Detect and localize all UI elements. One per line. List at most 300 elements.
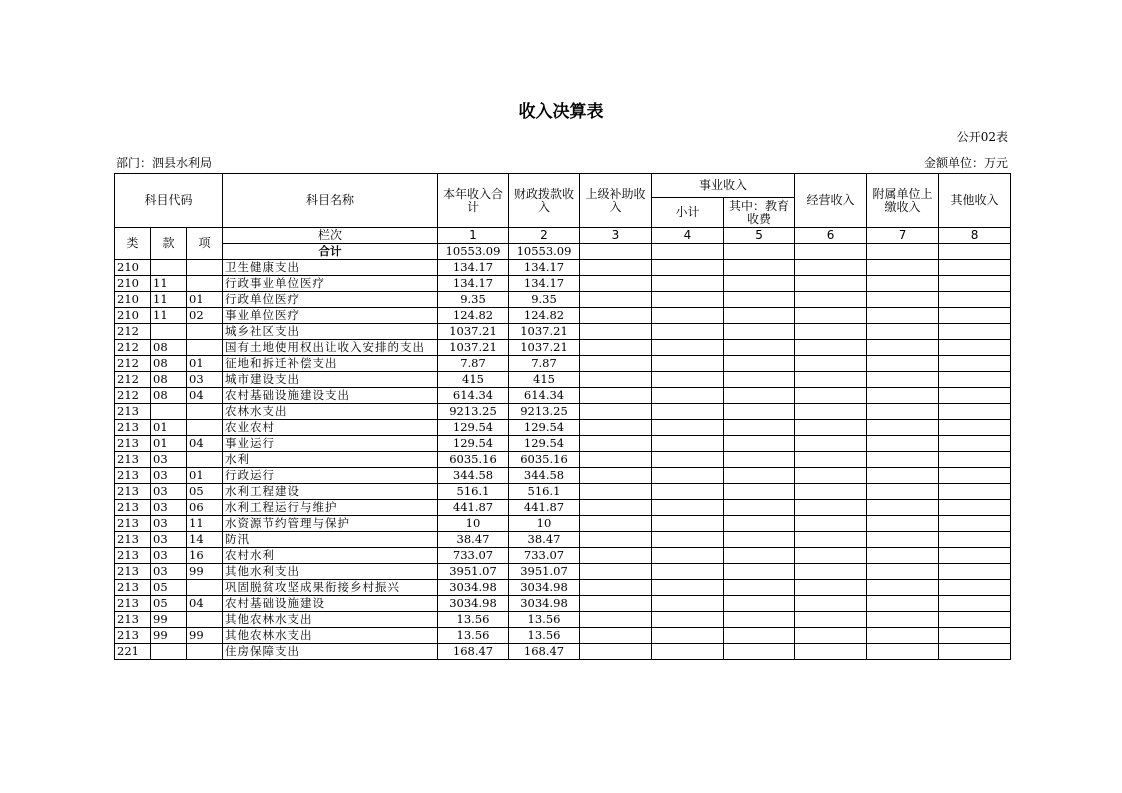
cell-empty <box>939 324 1011 340</box>
cell-fiscal-appropriation: 441.87 <box>509 500 580 516</box>
header-subject-code: 科目代码 <box>115 174 223 228</box>
cell-empty <box>580 500 652 516</box>
cell-empty <box>724 644 795 660</box>
cell-empty <box>724 580 795 596</box>
cell-xiang: 99 <box>187 628 223 644</box>
table-row <box>115 612 1011 628</box>
cell-subject-name: 水利工程运行与维护 <box>223 500 438 516</box>
table-row <box>115 548 1011 564</box>
cell-kuan: 11 <box>151 308 187 324</box>
cell-subject-name: 防汛 <box>223 532 438 548</box>
cell-empty <box>724 484 795 500</box>
cell-empty <box>867 644 939 660</box>
cell-subject-name: 水利工程建设 <box>223 484 438 500</box>
cell-lei: 212 <box>115 388 151 404</box>
table-row <box>115 516 1011 532</box>
table-row <box>115 324 1011 340</box>
cell-fiscal-appropriation: 614.34 <box>509 388 580 404</box>
cell-kuan <box>151 404 187 420</box>
cell-empty <box>652 324 724 340</box>
cell-empty <box>795 356 867 372</box>
cell-fiscal-appropriation: 3034.98 <box>509 596 580 612</box>
header-operating-income: 经营收入 <box>795 174 867 228</box>
cell-empty <box>652 596 724 612</box>
table-row <box>115 372 1011 388</box>
cell-fiscal-appropriation: 3951.07 <box>509 564 580 580</box>
cell-subject-name: 事业运行 <box>223 436 438 452</box>
cell-lei: 210 <box>115 260 151 276</box>
cell-empty <box>724 308 795 324</box>
cell-empty <box>724 628 795 644</box>
table-row <box>115 468 1011 484</box>
cell-empty <box>795 372 867 388</box>
cell-empty <box>652 484 724 500</box>
cell-total-income: 13.56 <box>438 612 509 628</box>
cell-xiang: 01 <box>187 292 223 308</box>
cell-empty <box>652 404 724 420</box>
cell-total-income: 134.17 <box>438 260 509 276</box>
cell-empty <box>580 580 652 596</box>
cell-xiang: 04 <box>187 388 223 404</box>
cell-total-income: 733.07 <box>438 548 509 564</box>
cell-empty <box>867 340 939 356</box>
cell-empty <box>867 532 939 548</box>
cell-kuan: 01 <box>151 436 187 452</box>
cell-empty <box>939 292 1011 308</box>
cell-fiscal-appropriation: 415 <box>509 372 580 388</box>
cell-empty <box>795 276 867 292</box>
cell-xiang: 04 <box>187 436 223 452</box>
cell-empty <box>580 292 652 308</box>
cell-total-income: 1037.21 <box>438 340 509 356</box>
cell-empty <box>795 404 867 420</box>
table-row <box>115 436 1011 452</box>
cell-fiscal-appropriation: 3034.98 <box>509 580 580 596</box>
cell-empty <box>580 452 652 468</box>
cell-total-income: 38.47 <box>438 532 509 548</box>
cell-empty <box>580 436 652 452</box>
cell-empty <box>580 596 652 612</box>
cell-lei: 213 <box>115 420 151 436</box>
cell-subject-name: 事业单位医疗 <box>223 308 438 324</box>
cell-subject-name: 水利 <box>223 452 438 468</box>
cell-empty <box>580 548 652 564</box>
cell-xiang: 99 <box>187 564 223 580</box>
cell-kuan: 03 <box>151 452 187 468</box>
cell-empty <box>724 452 795 468</box>
header-lei: 类 <box>115 228 151 260</box>
cell-empty <box>580 628 652 644</box>
cell-xiang <box>187 452 223 468</box>
cell-xiang <box>187 404 223 420</box>
cell-kuan: 08 <box>151 340 187 356</box>
cell-empty <box>867 308 939 324</box>
cell-empty <box>580 468 652 484</box>
cell-empty <box>795 340 867 356</box>
column-number: 7 <box>867 228 939 244</box>
cell-total-income: 614.34 <box>438 388 509 404</box>
cell-empty <box>724 420 795 436</box>
cell-empty <box>652 548 724 564</box>
header-column-no: 栏次 <box>223 228 438 244</box>
cell-total-income: 124.82 <box>438 308 509 324</box>
cell-lei: 213 <box>115 452 151 468</box>
cell-empty <box>867 596 939 612</box>
cell-lei: 213 <box>115 564 151 580</box>
cell-empty <box>580 564 652 580</box>
cell-empty <box>652 308 724 324</box>
cell-total-income: 10 <box>438 516 509 532</box>
cell-empty <box>580 420 652 436</box>
column-number: 5 <box>724 228 795 244</box>
cell-empty <box>939 564 1011 580</box>
cell-empty <box>867 356 939 372</box>
cell-empty <box>580 532 652 548</box>
cell-empty <box>939 452 1011 468</box>
cell-empty <box>939 308 1011 324</box>
header-subject-name: 科目名称 <box>223 174 438 228</box>
cell-empty <box>939 548 1011 564</box>
total-income-sum: 10553.09 <box>438 244 509 260</box>
cell-subject-name: 行政事业单位医疗 <box>223 276 438 292</box>
cell-empty <box>867 452 939 468</box>
table-row <box>115 644 1011 660</box>
column-number: 2 <box>509 228 580 244</box>
cell-fiscal-appropriation: 124.82 <box>509 308 580 324</box>
cell-empty <box>652 452 724 468</box>
cell-total-income: 9213.25 <box>438 404 509 420</box>
cell-empty <box>795 420 867 436</box>
table-row <box>115 260 1011 276</box>
cell-empty <box>652 292 724 308</box>
cell-empty <box>652 420 724 436</box>
table-row <box>115 356 1011 372</box>
cell-empty <box>652 356 724 372</box>
cell-total-income: 441.87 <box>438 500 509 516</box>
cell-empty <box>867 580 939 596</box>
cell-empty <box>867 564 939 580</box>
table-row <box>115 628 1011 644</box>
cell-kuan: 03 <box>151 484 187 500</box>
header-other-income: 其他收入 <box>939 174 1011 228</box>
cell-total-income: 3034.98 <box>438 580 509 596</box>
cell-empty <box>795 308 867 324</box>
cell-lei: 213 <box>115 404 151 420</box>
amount-unit-label: 金额单位：万元 <box>923 156 1008 170</box>
cell-empty <box>724 548 795 564</box>
cell-empty <box>867 484 939 500</box>
cell-empty <box>939 612 1011 628</box>
cell-empty <box>867 404 939 420</box>
cell-empty <box>939 372 1011 388</box>
cell-xiang <box>187 612 223 628</box>
cell-empty <box>580 356 652 372</box>
cell-xiang: 16 <box>187 548 223 564</box>
cell-empty <box>939 276 1011 292</box>
cell-lei: 213 <box>115 596 151 612</box>
cell-empty <box>652 580 724 596</box>
table-row <box>115 292 1011 308</box>
cell-total-income: 6035.16 <box>438 452 509 468</box>
cell-empty <box>724 468 795 484</box>
cell-empty <box>939 404 1011 420</box>
table-row <box>115 340 1011 356</box>
cell-empty <box>724 500 795 516</box>
header-xiang: 项 <box>187 228 223 260</box>
cell-subject-name: 行政单位医疗 <box>223 292 438 308</box>
cell-empty <box>724 564 795 580</box>
cell-empty <box>795 644 867 660</box>
cell-xiang <box>187 580 223 596</box>
cell-fiscal-appropriation: 134.17 <box>509 276 580 292</box>
cell-kuan: 08 <box>151 372 187 388</box>
cell-total-income: 134.17 <box>438 276 509 292</box>
cell-xiang: 03 <box>187 372 223 388</box>
cell-empty <box>580 372 652 388</box>
table-row <box>115 308 1011 324</box>
cell-fiscal-appropriation: 1037.21 <box>509 340 580 356</box>
cell-subject-name: 其他水利支出 <box>223 564 438 580</box>
cell-lei: 210 <box>115 292 151 308</box>
cell-fiscal-appropriation: 9.35 <box>509 292 580 308</box>
cell-total-income: 129.54 <box>438 420 509 436</box>
cell-fiscal-appropriation: 516.1 <box>509 484 580 500</box>
table-row <box>115 564 1011 580</box>
cell-empty <box>867 548 939 564</box>
cell-empty <box>724 596 795 612</box>
cell-empty <box>724 324 795 340</box>
cell-empty <box>867 388 939 404</box>
cell-kuan <box>151 324 187 340</box>
cell-empty <box>652 260 724 276</box>
cell-empty <box>795 516 867 532</box>
cell-total-income: 129.54 <box>438 436 509 452</box>
table-row <box>115 484 1011 500</box>
cell-xiang <box>187 420 223 436</box>
column-number: 8 <box>939 228 1011 244</box>
cell-subject-name: 农村水利 <box>223 548 438 564</box>
cell-kuan <box>151 644 187 660</box>
cell-empty <box>724 260 795 276</box>
header-fiscal-appropriation: 财政拨款收入 <box>509 174 580 228</box>
cell-empty <box>652 628 724 644</box>
cell-empty <box>652 436 724 452</box>
cell-lei: 212 <box>115 340 151 356</box>
cell-kuan: 01 <box>151 420 187 436</box>
cell-empty <box>724 292 795 308</box>
cell-xiang <box>187 340 223 356</box>
cell-fiscal-appropriation: 9213.25 <box>509 404 580 420</box>
cell-lei: 210 <box>115 308 151 324</box>
cell-kuan: 99 <box>151 612 187 628</box>
cell-subject-name: 城市建设支出 <box>223 372 438 388</box>
cell-total-income: 344.58 <box>438 468 509 484</box>
cell-kuan: 11 <box>151 276 187 292</box>
cell-fiscal-appropriation: 129.54 <box>509 436 580 452</box>
department-label: 部门：泗县水利局 <box>116 156 213 170</box>
cell-empty <box>724 404 795 420</box>
cell-subject-name: 其他农林水支出 <box>223 612 438 628</box>
cell-total-income: 9.35 <box>438 292 509 308</box>
cell-empty <box>795 580 867 596</box>
cell-kuan: 08 <box>151 356 187 372</box>
cell-lei: 213 <box>115 436 151 452</box>
cell-xiang: 01 <box>187 468 223 484</box>
cell-lei: 213 <box>115 612 151 628</box>
cell-empty <box>724 356 795 372</box>
cell-empty <box>724 436 795 452</box>
cell-empty <box>939 356 1011 372</box>
header-subtotal: 小计 <box>652 198 724 228</box>
header-affiliated-income: 附属单位上缴收入 <box>867 174 939 228</box>
cell-fiscal-appropriation: 344.58 <box>509 468 580 484</box>
cell-empty <box>795 452 867 468</box>
cell-xiang: 05 <box>187 484 223 500</box>
cell-empty <box>795 548 867 564</box>
cell-empty <box>795 628 867 644</box>
cell-subject-name: 农村基础设施建设支出 <box>223 388 438 404</box>
cell-empty <box>652 276 724 292</box>
table-row <box>115 580 1011 596</box>
cell-kuan: 03 <box>151 468 187 484</box>
cell-lei: 210 <box>115 276 151 292</box>
cell-xiang <box>187 324 223 340</box>
cell-subject-name: 国有土地使用权出让收入安排的支出 <box>223 340 438 356</box>
cell-xiang: 06 <box>187 500 223 516</box>
cell-empty <box>724 276 795 292</box>
cell-empty <box>939 420 1011 436</box>
header-superior-subsidy: 上级补助收入 <box>580 174 652 228</box>
cell-empty <box>939 628 1011 644</box>
cell-lei: 212 <box>115 372 151 388</box>
cell-empty <box>724 388 795 404</box>
table-row <box>115 388 1011 404</box>
cell-empty <box>652 516 724 532</box>
cell-empty <box>724 612 795 628</box>
cell-xiang: 14 <box>187 532 223 548</box>
cell-xiang <box>187 276 223 292</box>
cell-subject-name: 农村基础设施建设 <box>223 596 438 612</box>
cell-total-income: 1037.21 <box>438 324 509 340</box>
cell-fiscal-appropriation: 129.54 <box>509 420 580 436</box>
cell-lei: 213 <box>115 580 151 596</box>
cell-empty <box>795 260 867 276</box>
cell-xiang: 01 <box>187 356 223 372</box>
cell-xiang <box>187 644 223 660</box>
cell-empty <box>795 388 867 404</box>
cell-xiang: 02 <box>187 308 223 324</box>
cell-xiang: 11 <box>187 516 223 532</box>
cell-empty <box>867 420 939 436</box>
cell-fiscal-appropriation: 168.47 <box>509 644 580 660</box>
cell-xiang: 04 <box>187 596 223 612</box>
cell-empty <box>867 324 939 340</box>
cell-lei: 221 <box>115 644 151 660</box>
cell-empty <box>652 644 724 660</box>
header-edu-fee: 其中：教育收费 <box>724 198 795 228</box>
cell-empty <box>580 308 652 324</box>
cell-empty <box>795 292 867 308</box>
cell-kuan: 08 <box>151 388 187 404</box>
cell-empty <box>939 260 1011 276</box>
cell-empty <box>795 324 867 340</box>
cell-empty <box>652 372 724 388</box>
cell-empty <box>724 532 795 548</box>
table-row <box>115 452 1011 468</box>
header-total-income: 本年收入合计 <box>438 174 509 228</box>
cell-empty <box>939 596 1011 612</box>
cell-empty <box>867 292 939 308</box>
cell-kuan: 05 <box>151 580 187 596</box>
cell-empty <box>652 468 724 484</box>
table-row <box>115 596 1011 612</box>
cell-subject-name: 其他农林水支出 <box>223 628 438 644</box>
cell-empty <box>580 388 652 404</box>
cell-empty <box>795 564 867 580</box>
cell-total-income: 516.1 <box>438 484 509 500</box>
cell-empty <box>795 484 867 500</box>
cell-empty <box>580 324 652 340</box>
cell-lei: 213 <box>115 548 151 564</box>
cell-empty <box>652 388 724 404</box>
cell-empty <box>867 612 939 628</box>
cell-empty <box>795 436 867 452</box>
cell-lei: 213 <box>115 516 151 532</box>
cell-total-income: 13.56 <box>438 628 509 644</box>
cell-empty <box>867 468 939 484</box>
income-report-table <box>114 173 1011 660</box>
cell-kuan: 99 <box>151 628 187 644</box>
cell-lei: 213 <box>115 532 151 548</box>
table-row <box>115 276 1011 292</box>
cell-empty <box>795 500 867 516</box>
cell-lei: 212 <box>115 324 151 340</box>
cell-empty <box>939 436 1011 452</box>
cell-subject-name: 行政运行 <box>223 468 438 484</box>
cell-lei: 213 <box>115 500 151 516</box>
cell-subject-name: 住房保障支出 <box>223 644 438 660</box>
cell-lei: 212 <box>115 356 151 372</box>
cell-empty <box>939 516 1011 532</box>
cell-empty <box>939 500 1011 516</box>
cell-subject-name: 农林水支出 <box>223 404 438 420</box>
fiscal-appropriation-sum: 10553.09 <box>509 244 580 260</box>
cell-fiscal-appropriation: 733.07 <box>509 548 580 564</box>
cell-kuan: 03 <box>151 532 187 548</box>
cell-empty <box>939 532 1011 548</box>
table-row <box>115 404 1011 420</box>
cell-empty <box>867 372 939 388</box>
cell-fiscal-appropriation: 134.17 <box>509 260 580 276</box>
cell-empty <box>580 612 652 628</box>
cell-empty <box>580 276 652 292</box>
cell-empty <box>724 340 795 356</box>
cell-total-income: 7.87 <box>438 356 509 372</box>
cell-empty <box>652 500 724 516</box>
column-number: 6 <box>795 228 867 244</box>
cell-empty <box>867 500 939 516</box>
cell-empty <box>939 484 1011 500</box>
header-kuan: 款 <box>151 228 187 260</box>
cell-fiscal-appropriation: 38.47 <box>509 532 580 548</box>
cell-subject-name: 城乡社区支出 <box>223 324 438 340</box>
cell-kuan: 03 <box>151 548 187 564</box>
cell-empty <box>795 468 867 484</box>
cell-empty <box>939 388 1011 404</box>
table-row <box>115 500 1011 516</box>
cell-empty <box>867 516 939 532</box>
cell-kuan: 03 <box>151 516 187 532</box>
